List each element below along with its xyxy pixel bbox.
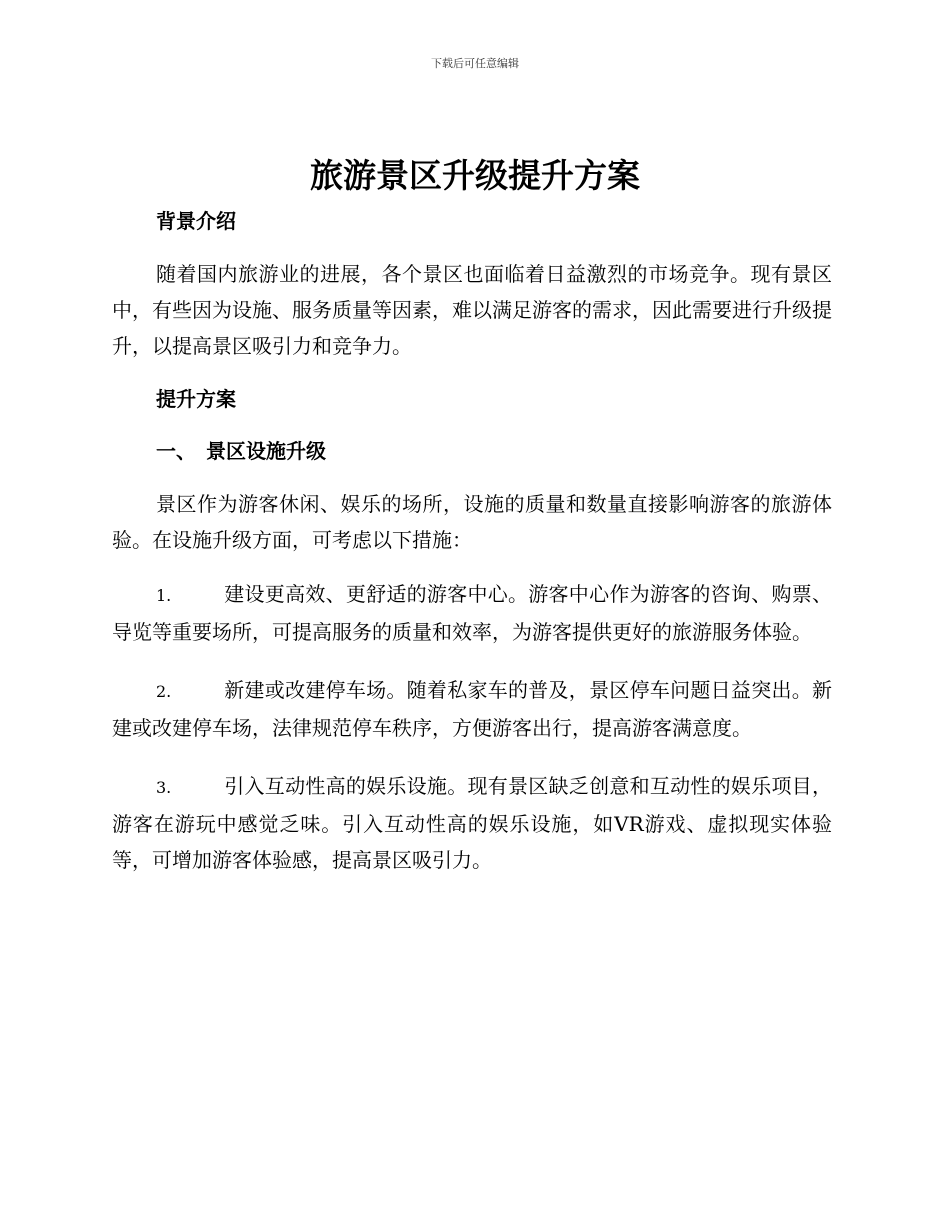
list-item: [112, 576, 832, 650]
document-body: [112, 204, 832, 878]
list-item: [112, 672, 832, 746]
background-heading: 背景介绍: [156, 209, 236, 233]
list-item-text: 引入互动性高的娱乐设施。现有景区缺乏创意和互动性的娱乐项目，游客在游玩中感觉乏味。引入互动性高的娱乐设施，如VR游戏、虚拟现实体验等，可增加游客体验感，提高景区吸引力。: [112, 774, 832, 872]
list-item-text: 新建或改建停车场。随着私家车的普及，景区停车问题日益突出。新建或改建停车场，法律规范停车秩序，方便游客出行，提高游客满意度。: [112, 678, 832, 740]
list-item-number: 2.: [156, 682, 172, 701]
facility-heading-text: 景区设施升级: [206, 439, 326, 463]
document-title: 旅游景区升级提升方案: [310, 156, 640, 195]
background-paragraph: 随着国内旅游业的进展，各个景区也面临着日益激烈的市场竞争。现有景区中，有些因为设施、服务质量等因素，难以满足游客的需求，因此需要进行升级提升，以提高景区吸引力和竞争力。: [112, 262, 832, 358]
list-item: [112, 768, 832, 878]
list-item-number: 1.: [156, 586, 172, 605]
plan-heading: 提升方案: [156, 387, 236, 411]
list-item-number: 3.: [156, 778, 172, 797]
facility-heading: [112, 434, 832, 468]
header-note: 下载后可任意编辑: [431, 57, 519, 70]
facility-intro-paragraph: 景区作为游客休闲、娱乐的场所，设施的质量和数量直接影响游客的旅游体验。在设施升级方面，可考虑以下措施：: [112, 492, 832, 552]
list-item-text: 建设更高效、更舒适的游客中心。游客中心作为游客的咨询、购票、导览等重要场所，可提高服务的质量和效率，为游客提供更好的旅游服务体验。: [112, 582, 832, 644]
facility-heading-number: 一、: [156, 439, 196, 463]
